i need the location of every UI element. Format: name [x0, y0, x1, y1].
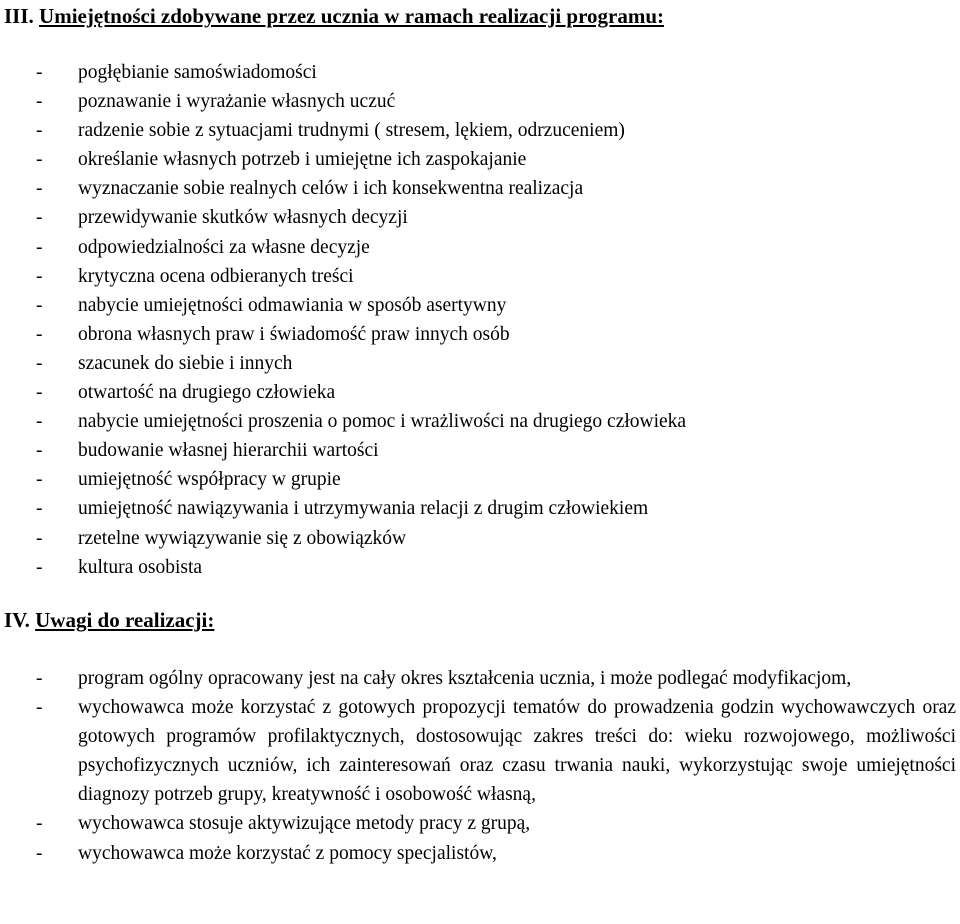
section-3-heading: [4, 3, 664, 29]
list-item: [36, 809, 956, 838]
list-dash: -: [36, 411, 43, 433]
list-item: [36, 87, 936, 116]
list-item-text: umiejętność współpracy w grupie: [78, 469, 341, 491]
list-item-text: pogłębianie samoświadomości: [78, 62, 317, 83]
list-dash: -: [36, 527, 43, 549]
list-item-text: program ogólny opracowany jest na cały okres kształcenia ucznia, i może podlegać modyfikacjom,: [78, 668, 852, 689]
list-item-text: wychowawca stosuje aktywizujące metody pracy z grupą,: [78, 813, 531, 835]
section-3-number: III.: [4, 4, 34, 28]
list-dash: -: [36, 498, 43, 520]
list-item: [36, 58, 936, 87]
list-item-text: radzenie sobie z sytuacjami trudnymi ( stresem, lękiem, odrzuceniem): [78, 120, 625, 142]
list-dash: -: [36, 265, 43, 287]
list-item-text: odpowiedzialności za własne decyzje: [78, 236, 370, 258]
list-item: [36, 145, 936, 174]
list-dash: -: [36, 382, 43, 404]
list-item: [36, 664, 956, 693]
list-item-text: kultura osobista: [78, 556, 203, 578]
list-dash: -: [36, 120, 43, 142]
list-dash: -: [36, 697, 43, 719]
list-dash: -: [36, 149, 43, 171]
list-item-text: wychowawca może korzystać z gotowych propozycji tematów do prowadzenia godzin wychowawczych oraz gotowych programów profilaktycznych, dostosowując zakres treści do: wieku rozwojowego, możliwości psychofizycznych uczniów, ich zainteresowań oraz czasu trwania nauki, wykorzystując swoje umiejętności diagnozy potrzeb grupy, kreatywność i osobowość własną,: [78, 697, 956, 806]
list-item-text: otwartość na drugiego człowieka: [78, 382, 336, 404]
list-item: [36, 839, 956, 868]
list-dash: -: [36, 440, 43, 462]
section-4-heading: [4, 607, 214, 633]
list-item-text: budowanie własnej hierarchii wartości: [78, 440, 379, 462]
list-item: [36, 203, 936, 232]
list-dash: -: [36, 352, 43, 374]
list-item-text: obrona własnych praw i świadomość praw innych osób: [78, 323, 510, 345]
list-item: [36, 407, 936, 436]
section-4-number: IV.: [4, 608, 30, 632]
list-dash: -: [36, 62, 43, 83]
list-item: [36, 465, 936, 494]
list-item-text: określanie własnych potrzeb i umiejętne ich zaspokajanie: [78, 149, 527, 171]
list-dash: -: [36, 668, 43, 689]
list-dash: -: [36, 178, 43, 200]
list-item-text: krytyczna ocena odbieranych treści: [78, 265, 354, 287]
list-item: [36, 378, 936, 407]
list-item: [36, 693, 956, 809]
list-item-text: wychowawca może korzystać z pomocy specjalistów,: [78, 842, 497, 864]
list-item: [36, 349, 936, 378]
list-dash: -: [36, 469, 43, 491]
list-dash: -: [36, 323, 43, 345]
list-item: [36, 233, 936, 262]
list-item-text: szacunek do siebie i innych: [78, 352, 293, 374]
list-dash: -: [36, 91, 43, 113]
list-item-text: wyznaczanie sobie realnych celów i ich konsekwentna realizacja: [78, 178, 584, 200]
section-3-title: Umiejętności zdobywane przez ucznia w ramach realizacji programu:: [39, 4, 665, 28]
list-item: [36, 494, 936, 523]
list-item: [36, 553, 936, 582]
notes-list: [36, 664, 956, 868]
list-item: [36, 291, 936, 320]
list-dash: -: [36, 236, 43, 258]
list-dash: -: [36, 556, 43, 578]
list-item: [36, 262, 936, 291]
list-item: [36, 524, 936, 553]
list-item: [36, 320, 936, 349]
list-item-text: rzetelne wywiązywanie się z obowiązków: [78, 527, 407, 549]
list-item-text: przewidywanie skutków własnych decyzji: [78, 207, 408, 229]
list-item: [36, 436, 936, 465]
skills-list: [36, 58, 936, 582]
list-item-text: poznawanie i wyrażanie własnych uczuć: [78, 91, 396, 113]
section-4-title: Uwagi do realizacji:: [35, 608, 215, 632]
list-item: [36, 174, 936, 203]
list-item-text: nabycie umiejętności proszenia o pomoc i wrażliwości na drugiego człowieka: [78, 411, 687, 433]
list-dash: -: [36, 207, 43, 229]
list-dash: -: [36, 294, 43, 316]
list-item-text: nabycie umiejętności odmawiania w sposób asertywny: [78, 294, 507, 316]
list-dash: -: [36, 842, 43, 864]
list-item-text: umiejętność nawiązywania i utrzymywania relacji z drugim człowiekiem: [78, 498, 649, 520]
list-dash: -: [36, 813, 43, 835]
list-item: [36, 116, 936, 145]
